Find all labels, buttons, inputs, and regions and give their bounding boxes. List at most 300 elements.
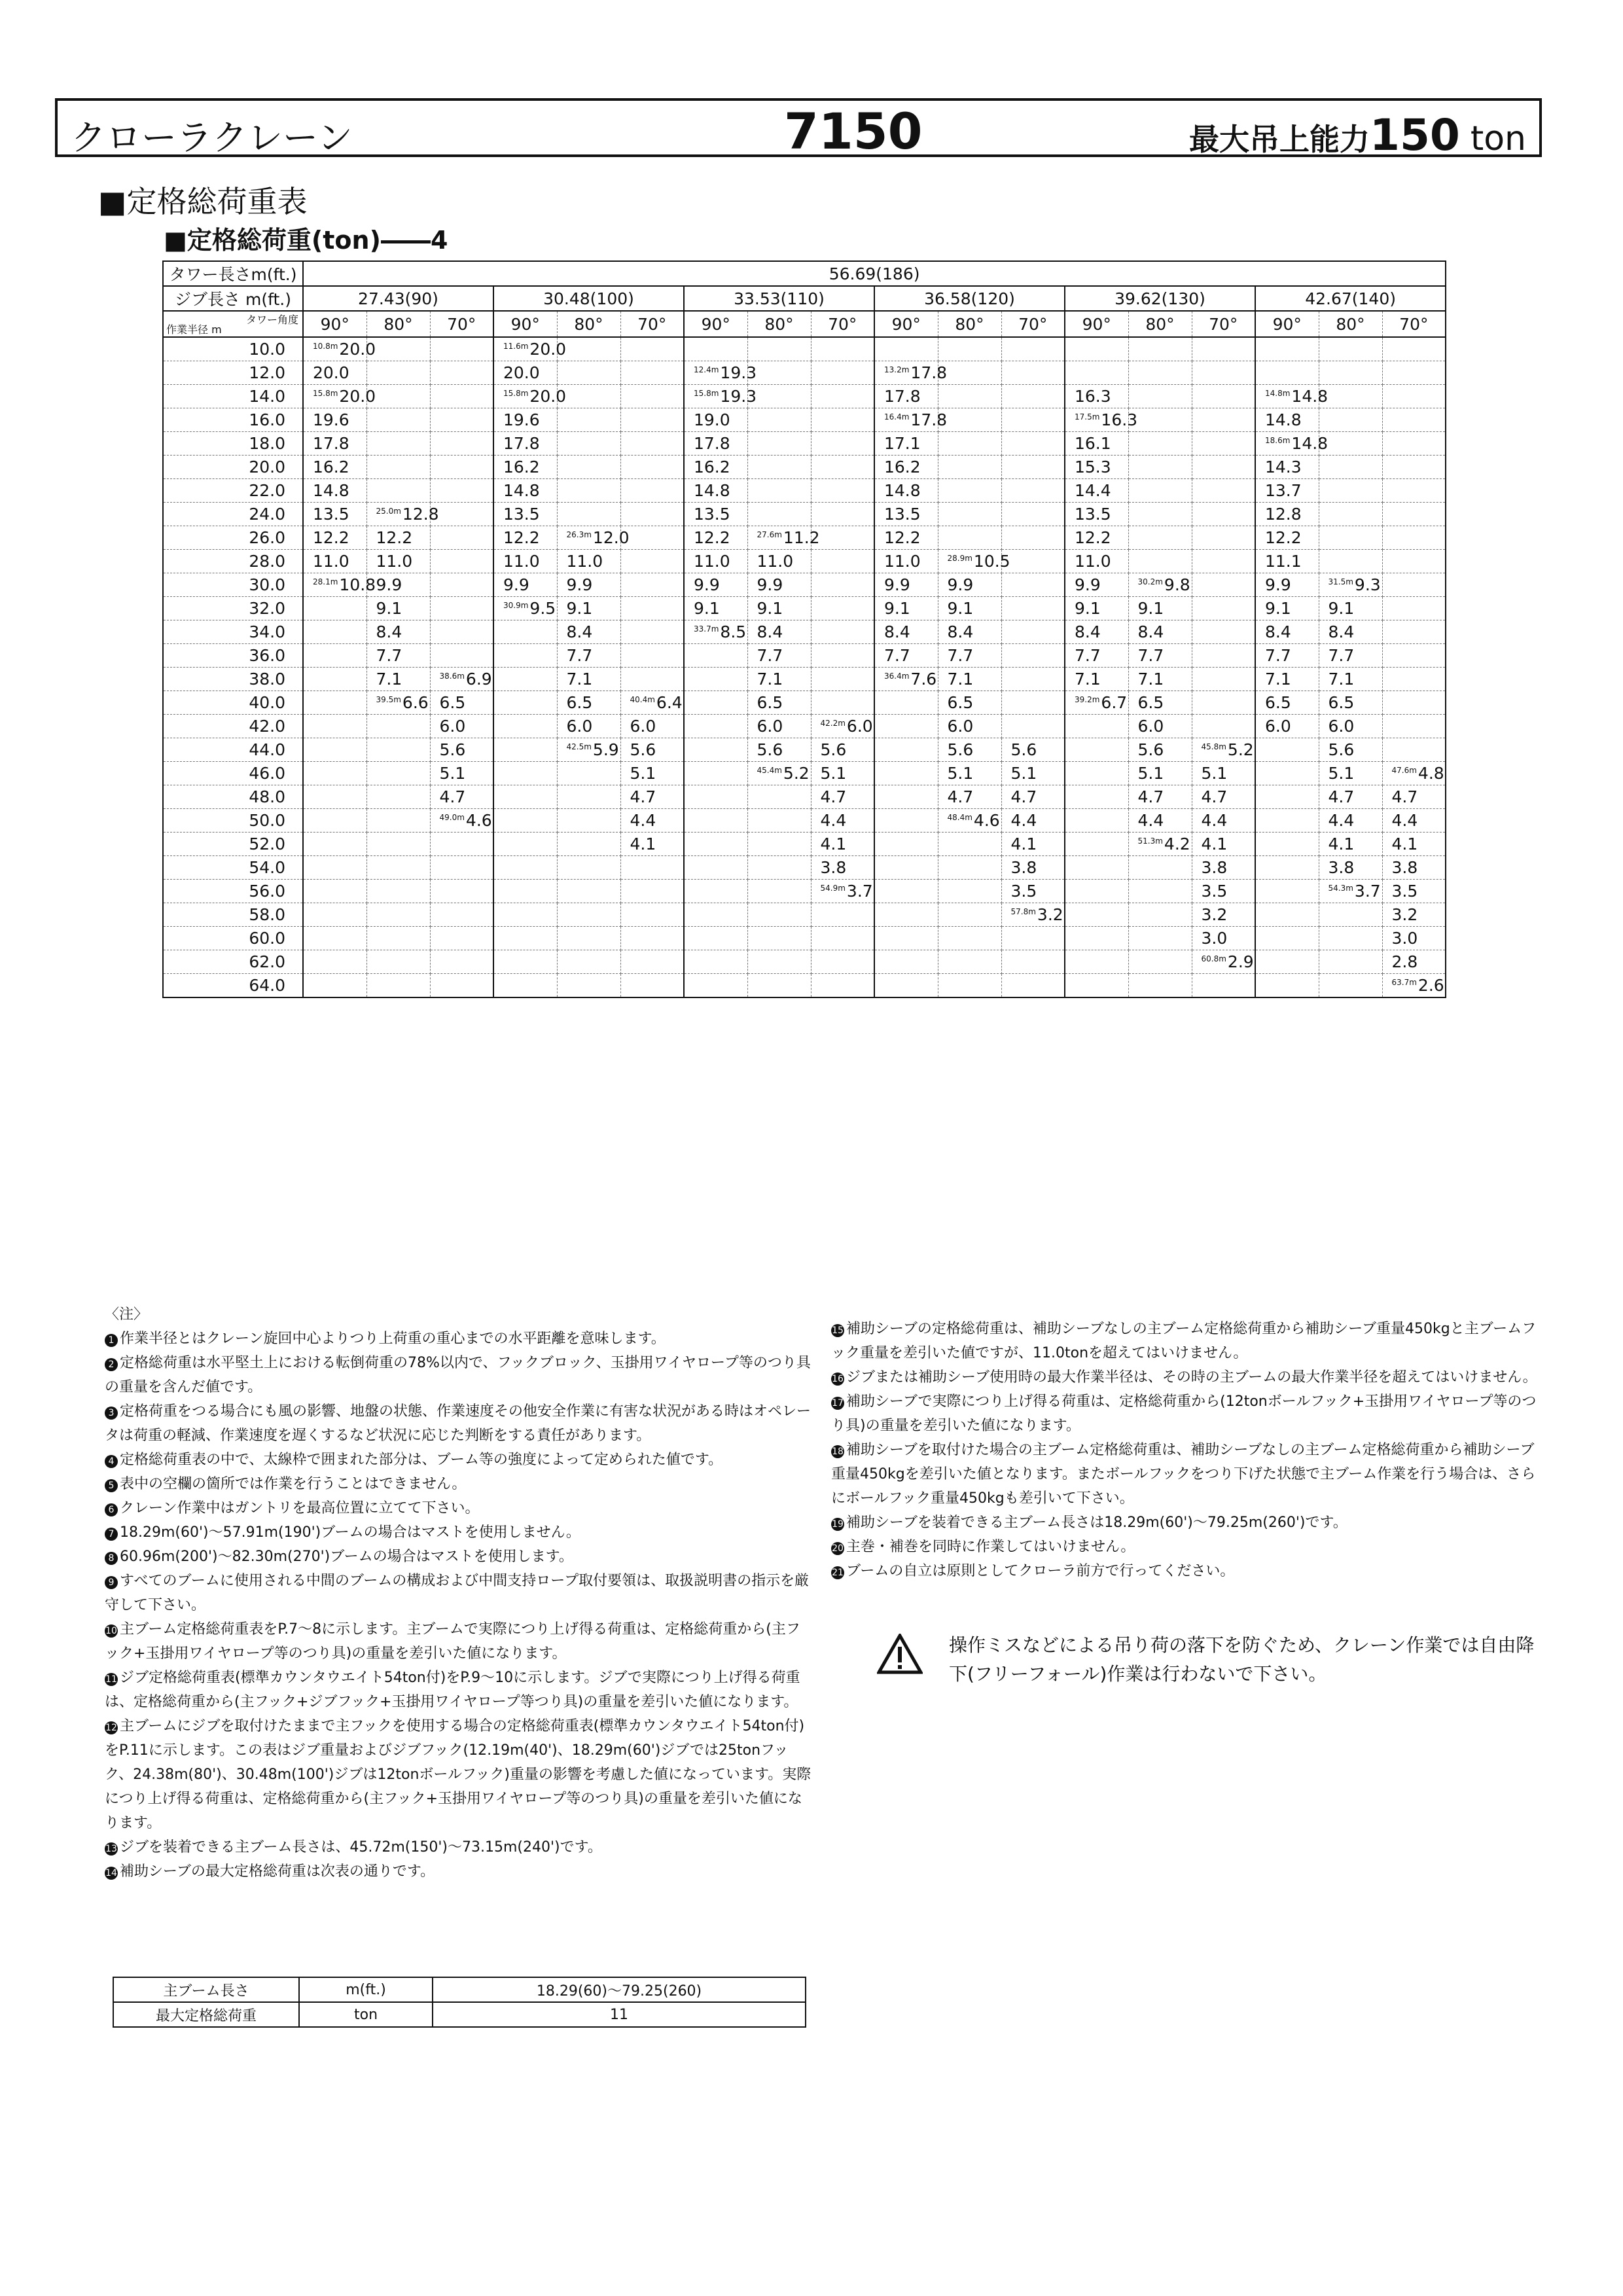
load-cell: 11.0 [493, 550, 557, 573]
load-cell [1192, 620, 1255, 644]
sub-title: ■定格総荷重(ton)――4 [164, 226, 448, 255]
table-row [163, 456, 1446, 479]
load-value: 4.8 [1418, 764, 1444, 783]
load-cell [1065, 856, 1128, 880]
jib-row [163, 286, 1446, 311]
load-cell [1382, 550, 1446, 573]
load-cell [1319, 385, 1382, 408]
note-text: 作業半径とはクレーン旋回中心よりつり上荷重の重心までの水平距離を意味します。 [120, 1331, 666, 1347]
load-cell [874, 337, 938, 361]
angle-header: 70° [430, 311, 493, 337]
load-cell: 3.8 [1382, 856, 1446, 880]
load-value: 2.6 [1418, 976, 1444, 995]
load-cell [1382, 738, 1446, 762]
load-cell [493, 762, 557, 785]
load-cell [303, 856, 366, 880]
load-cell [1001, 385, 1065, 408]
load-cell [1192, 479, 1255, 503]
load-cell [1319, 503, 1382, 526]
load-cell [874, 856, 938, 880]
load-cell [430, 503, 493, 526]
load-cell [1128, 456, 1192, 479]
load-cell [747, 880, 811, 903]
load-cell [366, 456, 430, 479]
load-cell [811, 337, 874, 361]
load-cell: 16.3 [1065, 385, 1128, 408]
load-value: 3.2 [1037, 905, 1063, 924]
load-cell: 5.1 [1192, 762, 1255, 785]
load-cell: 8.4 [1255, 620, 1319, 644]
load-cell [747, 833, 811, 856]
note-number-badge: 2 [105, 1358, 118, 1371]
jib-length: 33.53(110) [684, 286, 874, 311]
load-cell: 17.8 [303, 432, 366, 456]
table-row [163, 809, 1446, 833]
load-cell [620, 644, 684, 668]
table-row [163, 573, 1446, 597]
load-cell [1065, 337, 1128, 361]
max-radius-note: 16.4m [884, 412, 910, 422]
load-cell: 3.8 [1001, 856, 1065, 880]
load-cell: 16.2 [493, 456, 557, 479]
load-cell [493, 668, 557, 691]
load-cell [1382, 620, 1446, 644]
table-row [163, 715, 1446, 738]
load-cell [811, 950, 874, 974]
load-cell [366, 503, 439, 526]
load-cell: 14.3 [1255, 456, 1319, 479]
load-value: 20.0 [339, 340, 376, 359]
angle-header: 90° [1065, 311, 1128, 337]
load-cell: 9.1 [684, 597, 747, 620]
load-cell [1382, 361, 1446, 385]
note-item [105, 1545, 812, 1569]
note-item [831, 1535, 1538, 1559]
note-text: 補助シーブを装着できる主ブーム長さは18.29m(60')〜79.25m(260')です。 [846, 1515, 1347, 1531]
load-cell [430, 479, 493, 503]
load-cell [938, 337, 1001, 361]
load-cell: 3.0 [1382, 927, 1446, 950]
radius-cell: 48.0 [163, 785, 303, 809]
load-cell [1255, 903, 1319, 927]
load-cell: 9.1 [1319, 597, 1382, 620]
angle-header: 80° [1128, 311, 1192, 337]
radius-cell: 46.0 [163, 762, 303, 785]
load-cell: 7.7 [1255, 644, 1319, 668]
table-row [163, 385, 1446, 408]
load-cell [620, 526, 684, 550]
load-cell [620, 974, 684, 998]
load-cell [938, 385, 1001, 408]
note-text: 表中の空欄の箇所では作業を行うことはできません。 [120, 1476, 467, 1492]
load-cell: 4.1 [1001, 833, 1065, 856]
load-cell: 8.4 [1319, 620, 1382, 644]
model-number: 7150 [784, 102, 923, 160]
load-cell: 14.8 [493, 479, 557, 503]
load-cell [1255, 738, 1319, 762]
load-cell [938, 432, 1001, 456]
load-value: 17.8 [910, 410, 948, 429]
angle-header: 70° [1001, 311, 1065, 337]
note-item [831, 1559, 1538, 1583]
load-value: 3.7 [846, 882, 873, 901]
table-row [163, 361, 1446, 385]
radius-cell: 38.0 [163, 668, 303, 691]
load-cell: 9.9 [684, 573, 747, 597]
table-row [163, 738, 1446, 762]
load-cell [303, 809, 366, 833]
load-cell [430, 361, 493, 385]
load-cell [366, 408, 430, 432]
load-cell [303, 668, 366, 691]
max-radius-note: 17.5m [1075, 412, 1100, 422]
max-radius-note: 25.0m [376, 506, 401, 516]
load-cell: 4.4 [1001, 809, 1065, 833]
max-radius-note: 63.7m [1391, 977, 1417, 987]
load-cell [430, 974, 493, 998]
load-cell: 4.1 [1382, 833, 1446, 856]
load-cell [1255, 880, 1319, 903]
load-cell: 13.5 [874, 503, 938, 526]
max-radius-note: 15.8m [313, 388, 338, 398]
load-cell: 12.2 [684, 526, 747, 550]
load-value: 20.0 [529, 340, 567, 359]
note-text: 補助シーブを取付けた場合の主ブーム定格総荷重は、補助シーブなしの主ブーム定格総荷重から補助シーブ重量450kgを差引いた値となります。またボールフックをつり下げた状態で主ブーム作業を行う場合は、さらにボールフック重量450kgも差引いて下さい。 [831, 1442, 1536, 1507]
load-cell [1128, 385, 1192, 408]
load-cell: 7.7 [874, 644, 938, 668]
load-cell: 9.1 [747, 597, 811, 620]
warning-triangle-icon [877, 1634, 923, 1674]
max-radius-note: 36.4m [884, 671, 910, 681]
load-cell [811, 550, 874, 573]
load-cell [493, 927, 557, 950]
load-cell [938, 361, 1001, 385]
load-cell: 11.0 [557, 550, 620, 573]
load-cell [747, 856, 811, 880]
load-cell [811, 573, 874, 597]
load-cell [811, 644, 874, 668]
load-cell [620, 856, 684, 880]
load-cell [1319, 573, 1382, 597]
load-cell: 5.6 [1128, 738, 1192, 762]
load-cell [1255, 785, 1319, 809]
aux-label-boom: 主ブーム長さ [113, 1977, 299, 2002]
max-radius-note: 45.8m [1201, 742, 1226, 751]
load-cell [366, 833, 430, 856]
load-cell [811, 479, 874, 503]
load-cell: 9.1 [1128, 597, 1192, 620]
load-value: 20.0 [529, 387, 567, 406]
load-cell [303, 974, 366, 998]
load-cell [811, 456, 874, 479]
max-radius-note: 14.8m [1265, 388, 1291, 398]
load-cell: 9.9 [1065, 573, 1128, 597]
load-cell [747, 337, 811, 361]
load-cell: 11.1 [1255, 550, 1319, 573]
load-cell [557, 927, 620, 950]
load-cell [811, 597, 874, 620]
table-row [163, 903, 1446, 927]
load-cell [811, 903, 874, 927]
load-cell: 4.4 [1382, 809, 1446, 833]
load-cell [747, 479, 811, 503]
aux-unit-load: ton [299, 2002, 433, 2027]
load-cell [811, 715, 874, 738]
load-cell [620, 950, 684, 974]
load-cell [874, 762, 938, 785]
load-cell [684, 385, 757, 408]
load-cell: 6.0 [1319, 715, 1382, 738]
load-cell [493, 950, 557, 974]
load-cell [1255, 927, 1319, 950]
load-cell: 14.8 [684, 479, 747, 503]
angle-header: 70° [811, 311, 874, 337]
notes-left [105, 1302, 812, 1884]
load-cell: 9.1 [557, 597, 620, 620]
load-cell [557, 833, 620, 856]
max-radius-note: 28.9m [947, 553, 972, 563]
load-cell [747, 809, 811, 833]
load-cell [557, 385, 620, 408]
load-cell [747, 785, 811, 809]
load-cell: 20.0 [493, 361, 557, 385]
load-cell [1128, 408, 1192, 432]
load-cell [366, 479, 430, 503]
load-cell [747, 974, 811, 998]
load-cell [938, 479, 1001, 503]
note-item [831, 1390, 1538, 1438]
angle-header: 90° [684, 311, 747, 337]
note-item [105, 1835, 812, 1859]
load-cell: 14.8 [874, 479, 938, 503]
load-cell: 3.8 [811, 856, 874, 880]
angle-header: 90° [493, 311, 557, 337]
load-cell: 4.7 [1128, 785, 1192, 809]
radius-cell: 16.0 [163, 408, 303, 432]
load-cell: 16.2 [303, 456, 366, 479]
aux-value-load: 11 [433, 2002, 806, 2027]
load-cell [1192, 691, 1255, 715]
load-cell [366, 880, 430, 903]
load-cell: 9.9 [747, 573, 811, 597]
load-cell [303, 785, 366, 809]
load-cell [1382, 573, 1446, 597]
load-cell [620, 479, 684, 503]
note-number-badge: 11 [105, 1674, 117, 1685]
load-cell [1382, 715, 1446, 738]
max-radius-note: 15.8m [694, 388, 719, 398]
load-cell: 17.8 [874, 385, 938, 408]
load-cell [1065, 927, 1128, 950]
angle-header: 90° [874, 311, 938, 337]
load-cell [1319, 361, 1382, 385]
note-text: ジブを装着できる主ブーム長さは、45.72m(150')〜73.15m(240')です。 [120, 1839, 602, 1856]
angle-header: 90° [1255, 311, 1319, 337]
load-cell: 7.1 [938, 668, 1001, 691]
max-radius-note: 26.3m [566, 529, 592, 539]
radius-cell: 58.0 [163, 903, 303, 927]
load-cell: 15.3 [1065, 456, 1128, 479]
note-item [831, 1438, 1538, 1511]
load-cell [938, 550, 1010, 573]
note-number-badge: 16 [832, 1374, 844, 1384]
table-row [163, 479, 1446, 503]
load-cell [938, 950, 1001, 974]
load-cell [366, 715, 430, 738]
load-cell [303, 644, 366, 668]
load-cell [747, 361, 811, 385]
load-cell [493, 620, 557, 644]
load-cell [303, 950, 366, 974]
load-cell [1065, 785, 1128, 809]
load-cell: 6.0 [1128, 715, 1192, 738]
radius-cell: 28.0 [163, 550, 303, 573]
load-cell: 7.1 [1319, 668, 1382, 691]
radius-cell: 64.0 [163, 974, 303, 998]
load-cell [303, 385, 376, 408]
load-cell: 20.0 [303, 361, 366, 385]
note-item [105, 1327, 812, 1351]
load-cell: 7.7 [1319, 644, 1382, 668]
load-cell [1128, 526, 1192, 550]
note-number-badge: 20 [832, 1543, 844, 1554]
radius-cell: 56.0 [163, 880, 303, 903]
load-cell [557, 503, 620, 526]
note-number-badge: 7 [105, 1528, 118, 1541]
load-cell: 5.6 [938, 738, 1001, 762]
load-cell [1382, 762, 1446, 785]
load-cell: 6.0 [620, 715, 684, 738]
load-cell [684, 856, 747, 880]
table-row [163, 927, 1446, 950]
load-cell [620, 432, 684, 456]
load-cell [874, 927, 938, 950]
load-cell: 13.7 [1255, 479, 1319, 503]
load-cell: 5.6 [811, 738, 874, 762]
jib-length: 39.62(130) [1065, 286, 1255, 311]
load-cell [874, 974, 938, 998]
load-cell [811, 432, 874, 456]
load-value: 6.7 [1101, 693, 1128, 712]
radius-cell: 40.0 [163, 691, 303, 715]
table-row [163, 408, 1446, 432]
product-type: クローラクレーン [71, 117, 353, 158]
load-value: 9.3 [1354, 575, 1381, 594]
load-cell [1001, 903, 1065, 927]
load-cell [1128, 573, 1192, 597]
load-cell [874, 833, 938, 856]
load-cell [1128, 432, 1192, 456]
load-cell: 13.5 [303, 503, 366, 526]
load-cell [938, 856, 1001, 880]
load-cell [430, 597, 493, 620]
load-value: 19.3 [720, 363, 757, 382]
load-cell [1319, 903, 1382, 927]
note-number-badge: 8 [105, 1552, 118, 1565]
load-cell: 3.8 [1319, 856, 1382, 880]
load-cell: 6.5 [557, 691, 620, 715]
radius-cell: 26.0 [163, 526, 303, 550]
load-cell [557, 809, 620, 833]
load-cell: 9.9 [557, 573, 620, 597]
max-radius-note: 47.6m [1391, 765, 1417, 775]
load-cell: 11.0 [874, 550, 938, 573]
load-cell [303, 738, 366, 762]
load-cell: 6.0 [430, 715, 493, 738]
load-cell [366, 337, 430, 361]
load-cell [684, 785, 747, 809]
load-cell [1065, 361, 1128, 385]
load-cell [1319, 432, 1382, 456]
load-cell: 11.0 [747, 550, 811, 573]
load-cell [493, 974, 557, 998]
table-row [163, 785, 1446, 809]
load-cell: 5.6 [430, 738, 493, 762]
load-cell: 4.7 [430, 785, 493, 809]
table-row [163, 950, 1446, 974]
load-cell: 9.9 [493, 573, 557, 597]
load-cell [1001, 620, 1065, 644]
radius-cell: 44.0 [163, 738, 303, 762]
load-cell: 19.6 [303, 408, 366, 432]
load-cell: 5.1 [811, 762, 874, 785]
load-cell [1065, 880, 1128, 903]
load-cell [620, 668, 684, 691]
load-cell: 3.2 [1382, 903, 1446, 927]
load-value: 14.8 [1291, 434, 1329, 453]
load-cell: 6.0 [557, 715, 620, 738]
load-cell: 5.1 [430, 762, 493, 785]
note-number-badge: 9 [105, 1576, 118, 1589]
load-cell [684, 715, 747, 738]
load-cell [430, 927, 493, 950]
load-cell [557, 526, 630, 550]
load-cell [1001, 974, 1065, 998]
load-cell: 4.7 [1001, 785, 1065, 809]
load-cell [874, 408, 948, 432]
load-cell [874, 715, 938, 738]
table-row [163, 620, 1446, 644]
load-cell [1001, 361, 1065, 385]
load-cell [938, 927, 1001, 950]
load-cell [684, 361, 757, 385]
load-cell [430, 456, 493, 479]
load-cell [1001, 597, 1065, 620]
load-cell: 12.2 [366, 526, 430, 550]
aux-unit-boom: m(ft.) [299, 1977, 433, 2002]
load-cell [811, 620, 874, 644]
load-cell [557, 479, 620, 503]
load-cell [684, 762, 747, 785]
load-cell: 4.4 [1192, 809, 1255, 833]
notes-right [831, 1317, 1538, 1583]
note-item [831, 1317, 1538, 1365]
max-radius-note: 10.8m [313, 341, 338, 351]
load-cell: 7.1 [1128, 668, 1192, 691]
load-value: 11.2 [783, 528, 820, 547]
radius-cell: 34.0 [163, 620, 303, 644]
load-cell: 3.8 [1192, 856, 1255, 880]
note-text: 補助シーブで実際につり上げ得る荷重は、定格総荷重から(12tonボールフック+玉掛用ワイヤロープ等のつり具)の重量を差引いた値になります。 [831, 1393, 1537, 1434]
load-cell [811, 361, 874, 385]
load-cell: 7.1 [1065, 668, 1128, 691]
table-row [163, 668, 1446, 691]
radius-cell: 22.0 [163, 479, 303, 503]
load-cell [1192, 950, 1255, 974]
tower-angle-label: タワー角度 [245, 314, 298, 326]
load-cell: 8.4 [938, 620, 1001, 644]
load-value: 10.8 [339, 575, 376, 594]
